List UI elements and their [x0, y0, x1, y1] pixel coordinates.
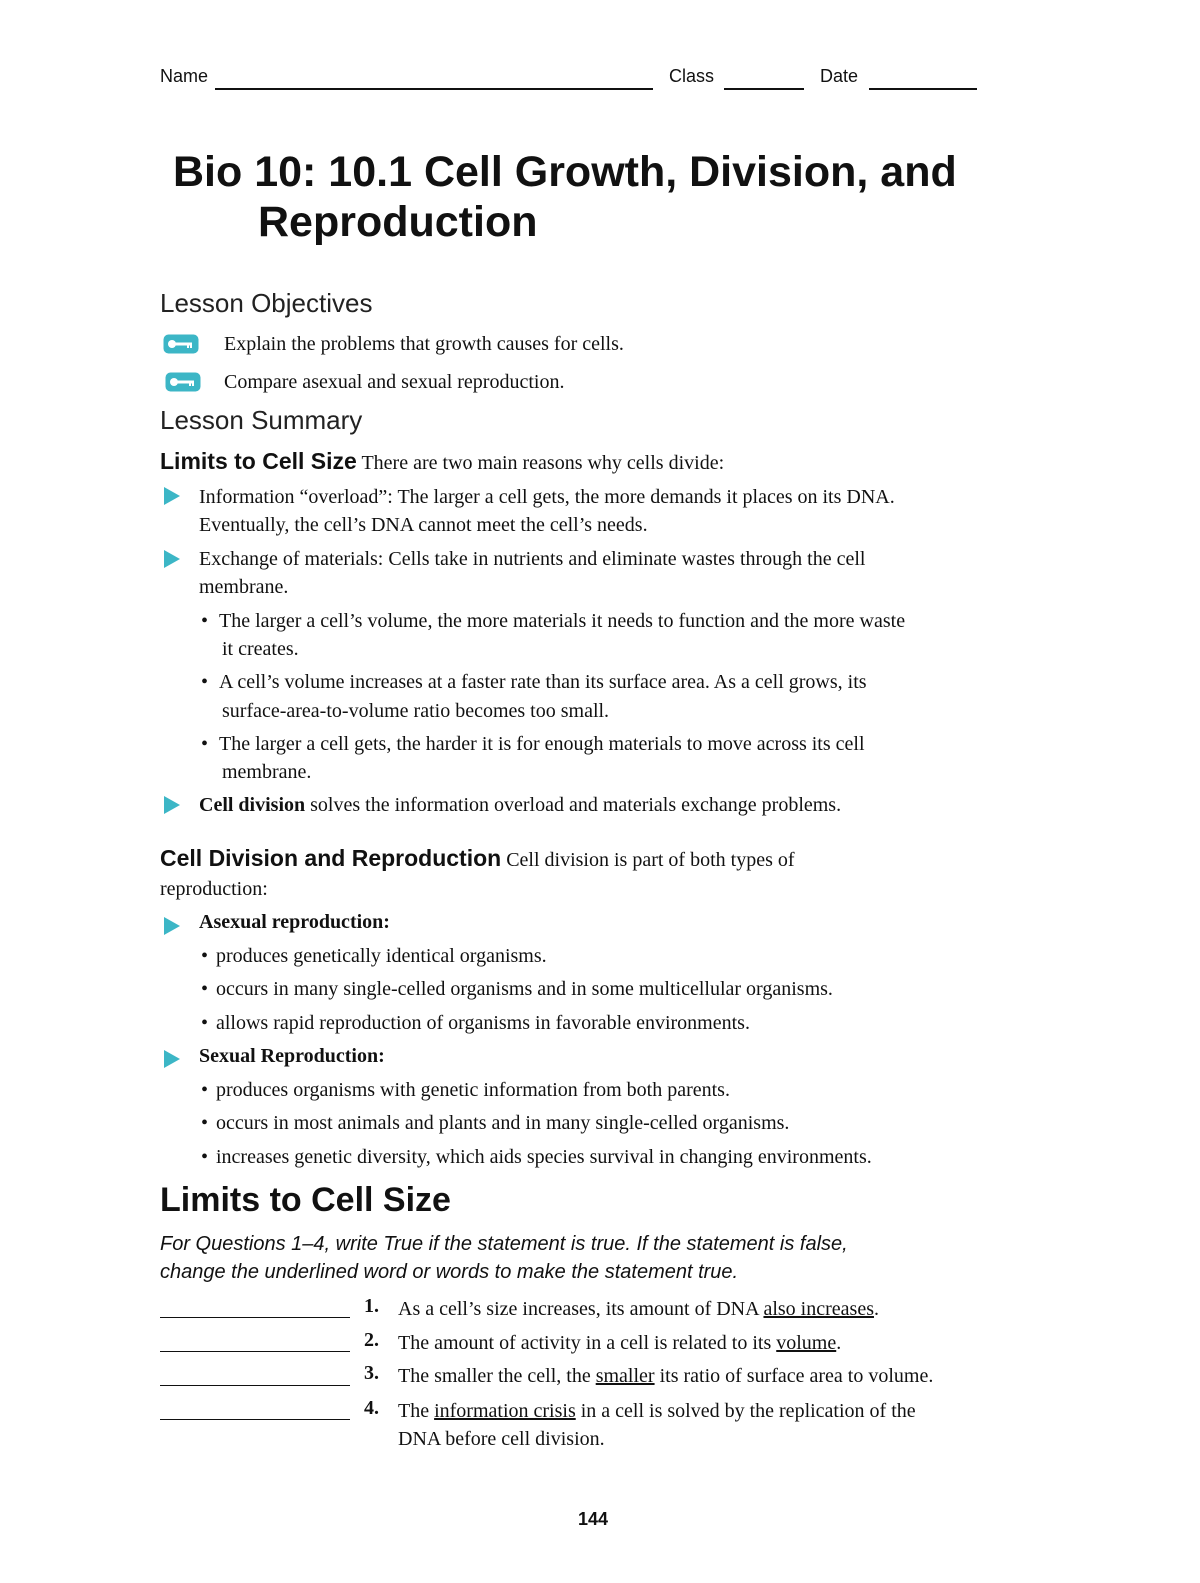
question-text — [398, 1329, 841, 1357]
answer-blank-4[interactable] — [160, 1419, 350, 1420]
question-number: 2. — [364, 1329, 379, 1351]
underlined-term: information crisis — [434, 1400, 576, 1422]
bullet-text: membrane. — [199, 576, 289, 598]
sub-bullet-text: membrane. — [222, 761, 312, 783]
asexual-item: allows rapid reproduction of organisms in favorable environments. — [216, 1012, 750, 1034]
asexual-label: Asexual reproduction: — [199, 911, 390, 933]
cell-division-term: Cell division — [199, 794, 306, 816]
question-post: . — [873, 1298, 879, 1320]
question-post: in a cell is solved by the replication of the — [575, 1400, 916, 1422]
division-runin: Cell Division and Reproduction — [160, 845, 502, 871]
summary-heading: Lesson Summary — [160, 405, 363, 435]
name-field[interactable] — [215, 88, 653, 90]
sub-bullet-dot: • — [201, 1012, 209, 1034]
page-title-line2: Reproduction — [258, 198, 538, 246]
sub-bullet-dot: • — [201, 733, 209, 755]
bullet-text: Eventually, the cell’s DNA cannot meet the cell’s needs. — [199, 514, 648, 536]
sub-bullet-dot: • — [201, 1079, 209, 1101]
triangle-bullet-icon — [164, 550, 180, 568]
limits-paragraph — [160, 448, 724, 477]
limits-runin: Limits to Cell Size — [160, 448, 357, 474]
bullet-rest: solves the information overload and materials exchange problems. — [305, 794, 842, 816]
sub-bullet-dot: • — [201, 671, 209, 693]
triangle-bullet-icon — [164, 487, 180, 505]
class-field[interactable] — [724, 88, 804, 90]
question-text — [398, 1397, 916, 1425]
sub-bullet-dot: • — [201, 978, 209, 1000]
question-post: . — [836, 1332, 842, 1354]
sub-bullet-dot: • — [201, 1112, 209, 1134]
answer-blank-1[interactable] — [160, 1317, 350, 1318]
sub-bullet-dot: • — [201, 610, 209, 632]
sub-bullet-text: A cell’s volume increases at a faster rate than its surface area. As a cell grows, its — [219, 671, 867, 693]
answer-blank-3[interactable] — [160, 1385, 350, 1386]
key-icon — [165, 372, 201, 392]
question-text-cont: DNA before cell division. — [398, 1428, 605, 1450]
limits-intro: There are two main reasons why cells divide: — [356, 452, 725, 474]
question-pre: The smaller the cell, the — [398, 1365, 596, 1387]
page-title-line1: Bio 10: 10.1 Cell Growth, Division, and — [173, 148, 957, 196]
question-pre: The amount of activity in a cell is related to its — [398, 1332, 777, 1354]
underlined-term: volume — [776, 1332, 837, 1354]
question-text — [398, 1362, 933, 1390]
date-field[interactable] — [869, 88, 977, 90]
question-number: 4. — [364, 1397, 379, 1419]
page-number: 144 — [578, 1509, 609, 1529]
sub-bullet-text: it creates. — [222, 638, 299, 660]
instructions-line1: For Questions 1–4, write True if the statement is true. If the statement is false, — [160, 1233, 848, 1255]
class-label: Class — [669, 66, 715, 86]
date-label: Date — [820, 66, 859, 86]
division-intro-cont: reproduction: — [160, 878, 268, 900]
section-heading: Limits to Cell Size — [160, 1181, 451, 1219]
question-number: 1. — [364, 1295, 379, 1317]
objective-item: Explain the problems that growth causes for cells. — [224, 333, 624, 355]
instructions-line2: change the underlined word or words to make the statement true. — [160, 1261, 739, 1283]
question-pre: As a cell’s size increases, its amount of DNA — [398, 1298, 764, 1320]
answer-blank-2[interactable] — [160, 1351, 350, 1352]
sub-bullet-text: The larger a cell gets, the harder it is for enough materials to move across its cell — [219, 733, 865, 755]
sub-bullet-text: surface-area-to-volume ratio becomes too small. — [222, 700, 610, 722]
objectives-heading: Lesson Objectives — [160, 288, 373, 318]
underlined-term: smaller — [595, 1365, 655, 1387]
bullet-text: Information “overload”: The larger a cell gets, the more demands it places on its DNA. — [199, 486, 895, 508]
division-intro: Cell division is part of both types of — [501, 849, 795, 871]
sub-bullet-dot: • — [201, 945, 209, 967]
triangle-bullet-icon — [164, 796, 180, 814]
sub-bullet-dot: • — [201, 1146, 209, 1168]
sub-bullet-text: The larger a cell’s volume, the more materials it needs to function and the more waste — [219, 610, 906, 632]
sexual-item: occurs in most animals and plants and in many single-celled organisms. — [216, 1112, 790, 1134]
sexual-label: Sexual Reproduction: — [199, 1045, 385, 1067]
bullet-text — [199, 791, 841, 819]
asexual-item: produces genetically identical organisms. — [216, 945, 547, 967]
sexual-item: produces organisms with genetic information from both parents. — [216, 1079, 730, 1101]
underlined-term: also increases — [763, 1298, 874, 1320]
objective-item: Compare asexual and sexual reproduction. — [224, 371, 565, 393]
question-text — [398, 1295, 879, 1323]
bullet-text: Exchange of materials: Cells take in nutrients and eliminate wastes through the cell — [199, 548, 866, 570]
triangle-bullet-icon — [164, 917, 180, 935]
name-label: Name — [160, 66, 209, 86]
question-number: 3. — [364, 1362, 379, 1384]
question-post: its ratio of surface area to volume. — [654, 1365, 934, 1387]
division-paragraph — [160, 845, 795, 874]
asexual-item: occurs in many single-celled organisms and in some multicellular organisms. — [216, 978, 833, 1000]
key-icon — [163, 334, 199, 354]
question-pre: The — [398, 1400, 435, 1422]
sexual-item: increases genetic diversity, which aids species survival in changing environments. — [216, 1146, 872, 1168]
triangle-bullet-icon — [164, 1050, 180, 1068]
